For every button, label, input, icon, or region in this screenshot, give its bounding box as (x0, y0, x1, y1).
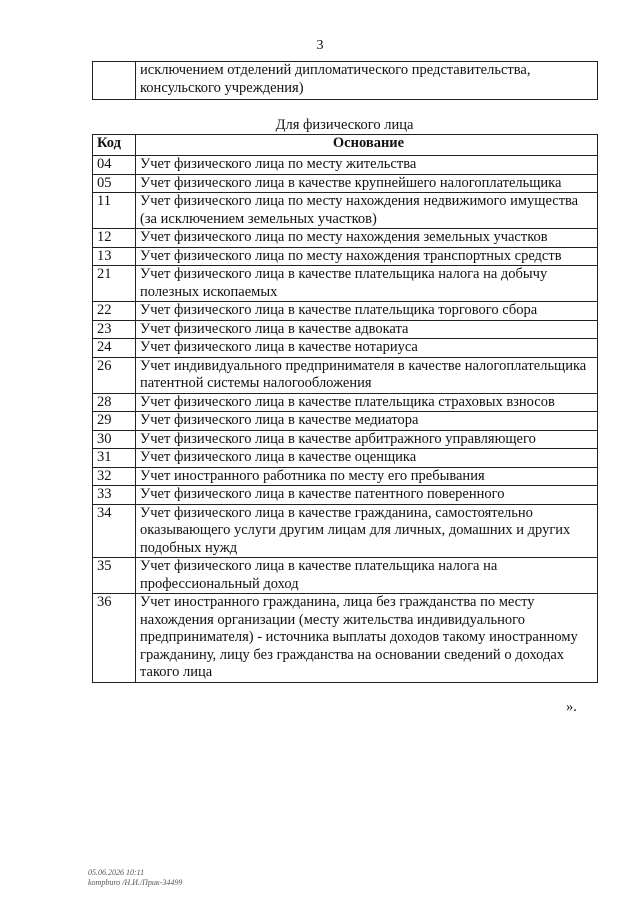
cell-reason: Учет физического лица по месту нахождения недвижимого имущества (за исключением земельных участков) (136, 193, 598, 229)
table-row (93, 320, 598, 339)
cell-code: 30 (93, 430, 136, 449)
table-row (93, 449, 598, 468)
cell-code: 24 (93, 339, 136, 358)
cell-code: 11 (93, 193, 136, 229)
table-header-row (93, 135, 598, 156)
cell-reason: Учет физического лица в качестве медиатора (136, 412, 598, 431)
cell-reason: Учет физического лица в качестве гражданина, самостоятельно оказывающего услуги другим лицам для личных, домашних и других подобных нужд (136, 504, 598, 558)
table-row (93, 156, 598, 175)
table-row (93, 229, 598, 248)
header-reason: Основание (136, 135, 598, 156)
table-row (93, 357, 598, 393)
table-row (93, 594, 598, 683)
cell-code: 22 (93, 302, 136, 321)
table-row (93, 412, 598, 431)
table-row (93, 558, 598, 594)
table-row (93, 430, 598, 449)
cell-reason: Учет физического лица по месту нахождения земельных участков (136, 229, 598, 248)
cell-reason: Учет физического лица в качестве плательщика налога на профессиональный доход (136, 558, 598, 594)
table-row (93, 266, 598, 302)
cell-reason: Учет физического лица в качестве патентного поверенного (136, 486, 598, 505)
print-footer (88, 868, 182, 888)
cell-reason: Учет физического лица в качестве нотариуса (136, 339, 598, 358)
cell-code: 26 (93, 357, 136, 393)
cell-reason: Учет физического лица в качестве оценщика (136, 449, 598, 468)
cell-code: 34 (93, 504, 136, 558)
table-row (93, 247, 598, 266)
cell-code: 36 (93, 594, 136, 683)
codes-table (92, 134, 598, 683)
cell-code: 31 (93, 449, 136, 468)
cell-code: 12 (93, 229, 136, 248)
cell-reason: Учет физического лица по месту нахождения транспортных средств (136, 247, 598, 266)
table-row (93, 193, 598, 229)
table-row (93, 62, 598, 100)
section-title: Для физического лица (275, 117, 414, 133)
closing-quote: ». (566, 699, 577, 715)
cell-code: 35 (93, 558, 136, 594)
continuation-table (92, 61, 598, 100)
table-row (93, 393, 598, 412)
cell-reason: Учет физического лица в качестве крупнейшего налогоплательщика (136, 174, 598, 193)
cell-reason: Учет индивидуального предпринимателя в качестве налогоплательщика патентной системы налогообложения (136, 357, 598, 393)
footer-timestamp: 05.06.2026 10:11 (88, 868, 145, 877)
table-row (93, 174, 598, 193)
cell-code: 29 (93, 412, 136, 431)
cell-reason: Учет физического лица в качестве адвоката (136, 320, 598, 339)
table-row (93, 302, 598, 321)
table-row (93, 467, 598, 486)
cell-code (93, 62, 136, 100)
cell-code: 21 (93, 266, 136, 302)
cell-code: 32 (93, 467, 136, 486)
cell-code: 04 (93, 156, 136, 175)
cell-reason: Учет физического лица в качестве плательщика налога на добычу полезных ископаемых (136, 266, 598, 302)
table-row (93, 504, 598, 558)
cell-code: 13 (93, 247, 136, 266)
header-code: Код (93, 135, 136, 156)
cell-code: 05 (93, 174, 136, 193)
cell-reason: Учет иностранного гражданина, лица без гражданства по месту нахождения организации (месту жительства индивидуального предпринимателя) - источника выплаты доходов такому иностранному гражданину, лицу без гражданства на основании сведений о доходах такого лица (136, 594, 598, 683)
cell-reason: Учет физического лица в качестве плательщика страховых взносов (136, 393, 598, 412)
footer-reference: kompburo /Н.И./Прик-34499 (88, 878, 183, 887)
cell-reason: исключением отделений дипломатического представительства, консульского учреждения) (136, 62, 598, 100)
cell-code: 28 (93, 393, 136, 412)
cell-reason: Учет физического лица в качестве плательщика торгового сбора (136, 302, 598, 321)
cell-reason: Учет физического лица в качестве арбитражного управляющего (136, 430, 598, 449)
page-number: 3 (316, 38, 324, 53)
cell-reason: Учет иностранного работника по месту его пребывания (136, 467, 598, 486)
cell-reason: Учет физического лица по месту жительства (136, 156, 598, 175)
cell-code: 23 (93, 320, 136, 339)
cell-code: 33 (93, 486, 136, 505)
table-row (93, 339, 598, 358)
table-row (93, 486, 598, 505)
